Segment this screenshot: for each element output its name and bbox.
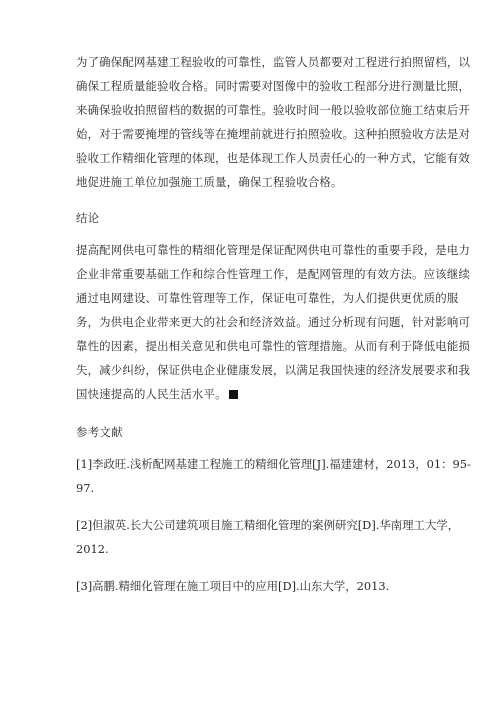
reference-line: [2]但淑英.长大公司建筑项目施工精细化管理的案例研究[D].华南理工大学， <box>76 518 460 532</box>
text-line: 务，为供电企业带来更大的社会和经济效益。通过分析现有问题，针对影响可 <box>76 315 471 329</box>
text-line: 来确保验收拍照留档的数据的可靠性。验收时间一般以验收部位施工结束后开 <box>76 103 471 117</box>
text-line: 靠性的因素，提出相关意见和供电可靠性的管理措施。从而有利于降低电能损 <box>76 339 471 353</box>
end-of-article-mark <box>229 390 238 399</box>
reference-line: [1]李政旺.浅析配网基建工程施工的精细化管理[J].福建建材，2013，01：95- <box>76 457 471 471</box>
text-line: 通过电网建设、可靠性管理等工作，保证电可靠性，为人们提供更优质的服 <box>76 291 459 305</box>
text-line: 失，减少纠纷，保证供电企业健康发展，以满足我国快速的经济发展要求和我 <box>76 363 471 377</box>
text-line: 企业非常重要基础工作和综合性管理工作，是配网管理的有效方法。应该继续 <box>76 267 471 281</box>
paragraph-conclusion <box>76 238 471 406</box>
reference-line: [3]高鹏.精细化管理在施工项目中的应用[D].山东大学，2013. <box>76 579 390 593</box>
reference-item-1 <box>76 452 471 500</box>
text-line: 地促进施工单位加强施工质量，确保工程验收合格。 <box>76 175 343 189</box>
reference-line: 2012. <box>76 542 109 556</box>
text-line-content: 国快速提高的人民生活水平。 <box>76 387 227 401</box>
reference-item-3 <box>76 574 428 598</box>
text-line: 验收工作精细化管理的体现，也是体现工作人员责任心的一种方式，它能有效 <box>76 151 471 165</box>
text-line: 为了确保配网基建工程验收的可靠性，监管人员都要对工程进行拍照留档，以 <box>76 55 471 69</box>
conclusion-heading: 结论 <box>76 211 100 225</box>
text-line-last <box>76 382 428 406</box>
paragraph-acceptance-photography <box>76 50 471 194</box>
reference-item-2 <box>76 513 460 561</box>
text-line: 始，对于需要掩埋的管线等在掩埋前就进行拍照验收。这种拍照验收方法是对 <box>76 127 471 141</box>
text-line: 确保工程质量能验收合格。同时需要对图像中的验收工程部分进行测量比照， <box>76 79 471 93</box>
reference-line: 97. <box>76 481 95 495</box>
references-heading: 参考文献 <box>76 425 123 439</box>
document-page <box>76 50 471 611</box>
text-line: 提高配网供电可靠性的精细化管理是保证配网供电可靠性的重要手段，是电力 <box>76 243 471 257</box>
